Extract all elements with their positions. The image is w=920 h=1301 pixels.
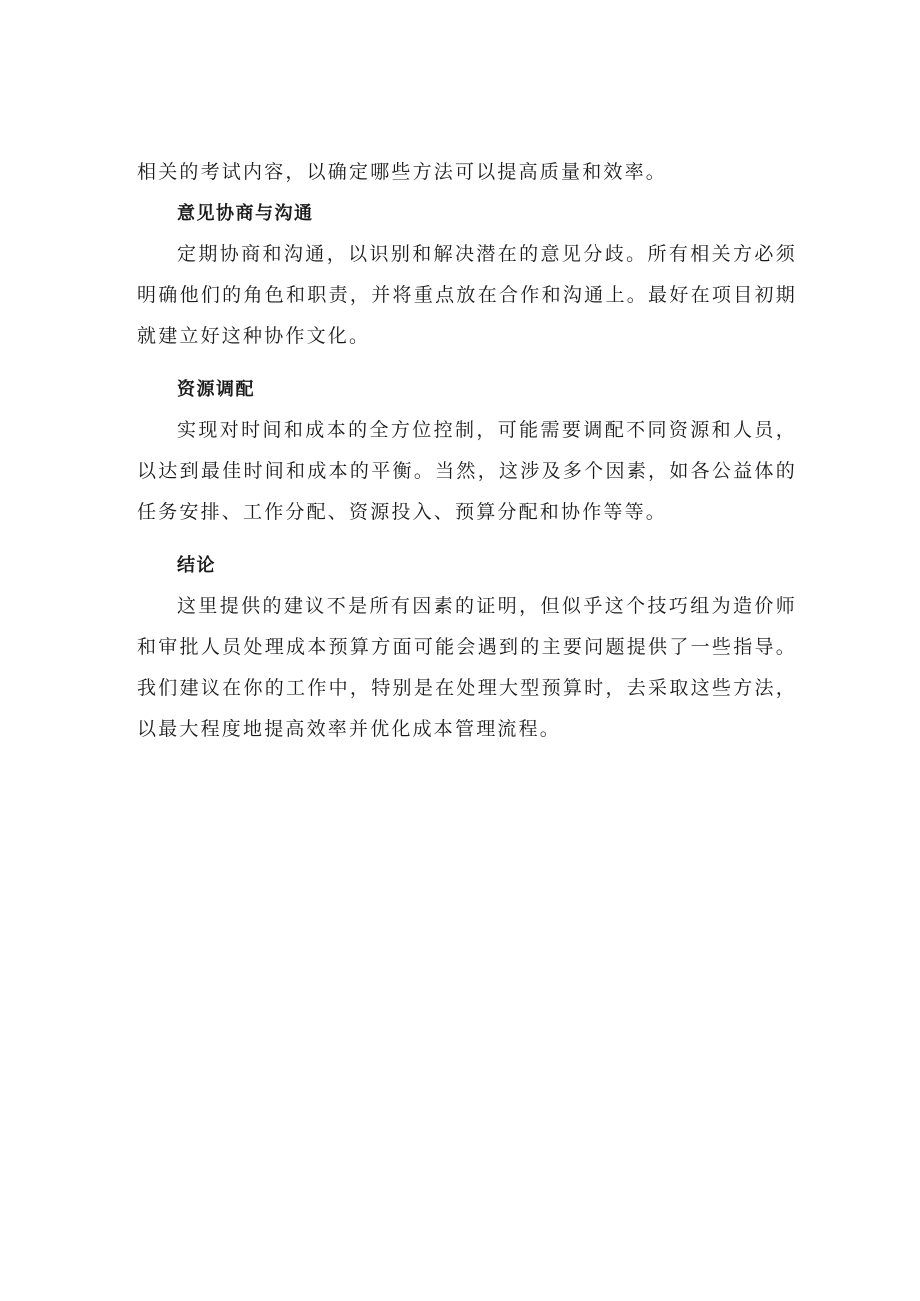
section-heading-conclusion: 结论 xyxy=(177,555,216,576)
spacer xyxy=(137,357,797,369)
document-body xyxy=(137,152,797,750)
intro-paragraph-tail: 相关的考试内容，以确定哪些方法可以提高质量和效率。 xyxy=(137,161,668,183)
spacer xyxy=(137,533,797,545)
section-body-negotiation: 定期协商和沟通，以识别和解决潜在的意见分歧。所有相关方必须明确他们的角色和职责，并将重点放在合作和沟通上。最好在项目初期就建立好这种协作文化。 xyxy=(137,243,797,347)
section-body-conclusion: 这里提供的建议不是所有因素的证明，但似乎这个技巧组为造价师和审批人员处理成本预算方面可能会遇到的主要问题提供了一些指导。我们建议在你的工作中，特别是在处理大型预算时，去采取这些方法，以最大程度地提高效率并优化成本管理流程。 xyxy=(137,595,797,740)
section-heading-negotiation: 意见协商与沟通 xyxy=(177,203,314,224)
section-heading-resources: 资源调配 xyxy=(177,379,255,400)
section-body-resources: 实现对时间和成本的全方位控制，可能需要调配不同资源和人员，以达到最佳时间和成本的平衡。当然，这涉及多个因素，如各公益体的任务安排、工作分配、资源投入、预算分配和协作等等。 xyxy=(137,419,797,523)
